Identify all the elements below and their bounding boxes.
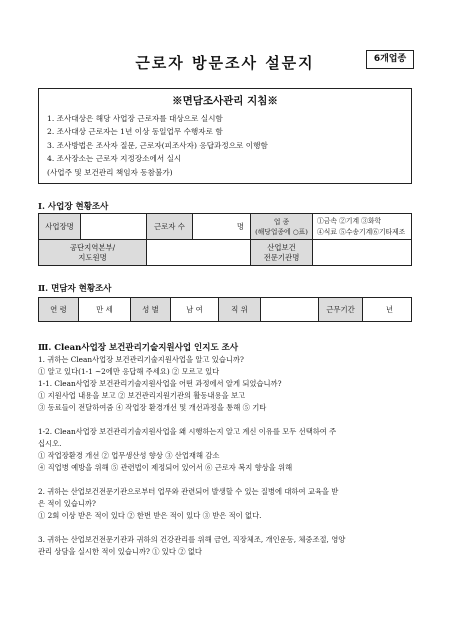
question-line: 3. 귀하는 산업보건전문기관과 귀하의 건강관리를 위해 금연, 직장체조, 개인운동, 체중조절, 영양 <box>38 535 346 544</box>
agency-field[interactable] <box>313 240 412 266</box>
worker-count-field[interactable] <box>193 214 251 240</box>
question-line: ④ 직업병 예방을 위해 ⑤ 관련법이 제정되어 있어서 ⑥ 근로자 복지 향상을 위해 <box>38 463 293 472</box>
section2-heading: Ⅱ. 면담자 현황조사 <box>38 284 112 294</box>
tenure-field[interactable]: 년 <box>363 298 412 322</box>
question-line: 십시오. <box>38 439 62 448</box>
guideline-title: ※면담조사관리 지침※ <box>172 95 278 107</box>
guideline-box <box>38 88 412 184</box>
guideline-item: 4. 조사장소는 근로자 지정장소에서 실시 <box>47 154 182 164</box>
age-label: 연 령 <box>39 298 79 322</box>
position-label: 직 위 <box>219 298 261 322</box>
page-title: 근로자 방문조사 설문지 <box>135 54 315 72</box>
industry-label <box>251 214 313 240</box>
question-line: 1-1. Clean사업장 보건관리기술지원사업을 어떤 과정에서 알게 되었습니까? <box>38 379 282 388</box>
industry-options-line: ①금속 ②기계 ③화학 <box>317 216 382 225</box>
complex-field[interactable] <box>147 240 251 266</box>
agency-label-line: 산업보건 <box>267 242 296 252</box>
worker-count-unit: 명 <box>236 222 244 231</box>
question-line: ① 지원사업 내용을 보고 ② 보건관리지원기관의 활동내용을 보고 <box>38 391 246 400</box>
question-line: ① 작업장환경 개선 ② 업무생산성 향상 ③ 산업재해 감소 <box>38 451 220 460</box>
question-line: ① 2회 이상 받은 적이 있다 ② 한번 받은 적이 있다 ③ 받은 적이 없다. <box>38 511 262 520</box>
industry-count-badge: 6개업종 <box>366 50 414 69</box>
guideline-item: 1. 조사대상은 해당 사업장 근로자를 대상으로 실시함 <box>47 114 223 123</box>
workplace-name-label: 사업장명 <box>39 214 81 240</box>
gender-label: 성 별 <box>131 298 171 322</box>
question-line: ③ 동료들이 전달하여줌 ④ 작업장 환경개선 및 개선과정을 통해 ⑤ 기타 <box>38 403 267 412</box>
question-line: 1-2. Clean사업장 보건관리기술지원사업을 왜 시행하는지 알고 계신 이유를 모두 선택하여 주 <box>38 427 337 436</box>
question-line: ① 알고 있다(1-1 ~2에만 응답해 주세요) ② 모르고 있다 <box>38 367 220 376</box>
question-spacer <box>38 414 414 426</box>
question-line: 2. 귀하는 산업보건전문기관으로부터 업무와 관련되어 발생할 수 있는 질병에 대하여 교육을 받 <box>38 487 339 496</box>
workplace-name-field[interactable] <box>81 214 147 240</box>
questions-block <box>38 354 414 558</box>
complex-label <box>39 240 147 266</box>
question-line: 은 적이 있습니까? <box>38 499 96 508</box>
complex-label-line: 지도원명 <box>78 252 107 262</box>
agency-label <box>251 240 313 266</box>
interviewee-table <box>38 297 412 322</box>
agency-label-line: 전문기관명 <box>263 252 300 262</box>
guideline-item: 3. 조사방법은 조사자 질문, 근로자(피조사자) 응답과정으로 이행함 <box>47 140 268 150</box>
age-field[interactable]: 만 세 <box>79 298 131 322</box>
industry-options[interactable] <box>313 214 412 240</box>
guideline-item: (사업주 및 보건관리 책임자 동참불가) <box>47 167 173 177</box>
question-line: 관리 상담을 실시한 적이 있습니까? ① 있다 ② 없다 <box>38 547 202 556</box>
workplace-table <box>38 213 412 266</box>
section3-heading: Ⅲ. Clean사업장 보건관리기술지원사업 인지도 조사 <box>38 343 239 353</box>
industry-options-line: ④식료 ⑤수송기계⑥기타제조 <box>317 227 406 236</box>
complex-label-line: 공단지역본부/ <box>69 242 116 252</box>
section1-heading: Ⅰ. 사업장 현황조사 <box>38 202 109 212</box>
tenure-label: 근무기간 <box>319 298 363 322</box>
question-line: 1. 귀하는 Clean사업장 보건관리기술지원사업을 알고 있습니까? <box>38 355 244 364</box>
gender-field[interactable]: 남 여 <box>171 298 219 322</box>
guideline-item: 2. 조사대상 근로자는 1년 이상 동일업무 수행자로 함 <box>47 127 223 137</box>
question-spacer <box>38 474 414 486</box>
industry-label-line: 업 종 <box>273 217 290 226</box>
industry-label-line: (해당업종에 ○표) <box>255 227 308 236</box>
position-field[interactable] <box>261 298 319 322</box>
question-spacer <box>38 522 414 534</box>
worker-count-label: 근로자 수 <box>147 214 193 240</box>
